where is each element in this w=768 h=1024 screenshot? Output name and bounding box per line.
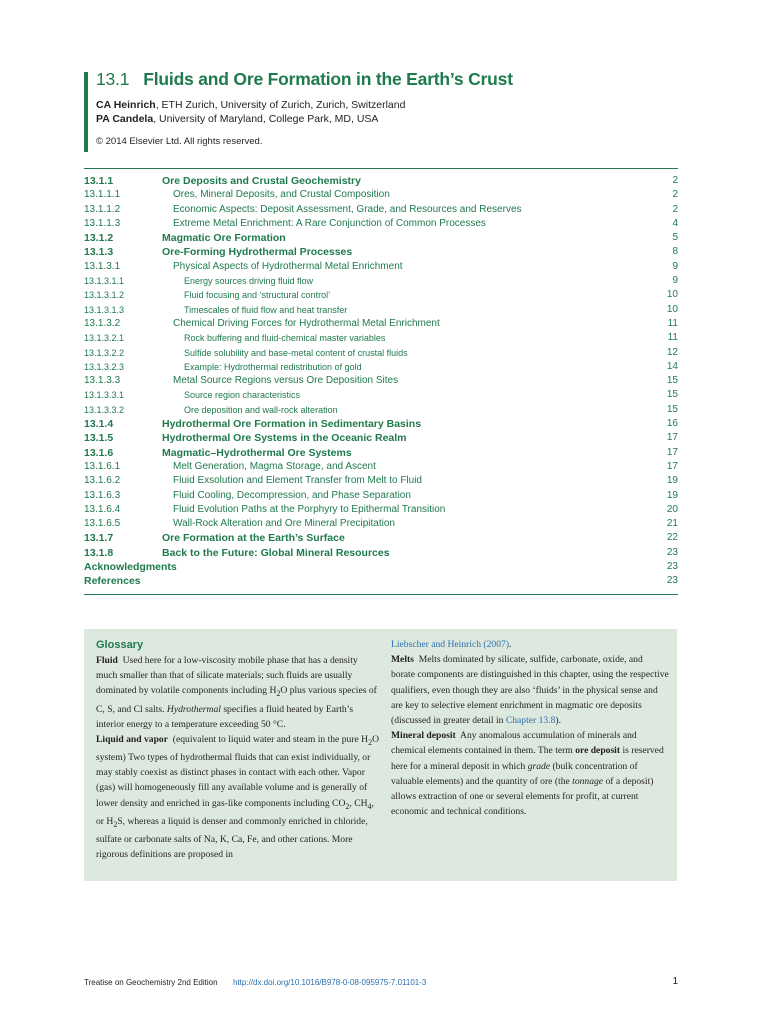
toc-page: 10 — [666, 303, 678, 315]
toc-entry[interactable] — [84, 303, 678, 317]
toc-title: Ore Formation at the Earth’s Surface — [162, 532, 345, 545]
toc-page: 17 — [666, 460, 678, 472]
toc-page: 9 — [672, 275, 678, 287]
toc-title: Extreme Metal Enrichment: A Rare Conjunction of Common Processes — [173, 217, 486, 229]
toc-page: 14 — [666, 360, 678, 372]
toc-entry[interactable] — [84, 474, 678, 488]
subscript: 4 — [367, 801, 372, 811]
toc-title: Timescales of fluid flow and heat transfer — [184, 304, 348, 315]
glossary-term: ore deposit — [575, 745, 621, 757]
toc-page: 23 — [666, 546, 678, 558]
toc-page: 19 — [666, 489, 678, 501]
toc-title: Ore-Forming Hydrothermal Processes — [162, 246, 353, 259]
glossary-text: is reserved here for a mineral deposit in which — [391, 745, 664, 772]
glossary-text: O system) Two types of hydrothermal fluids that can exist individually, or may stably coexist as distinct phases in contact with each other. Vapor (gas) will homogeneously fill any available volume and is generally of lower density and enriched in gas-like components including CO — [96, 733, 380, 809]
toc-title: Fluid Exsolution and Element Transfer from Melt to Fluid — [173, 475, 422, 487]
toc-title: Metal Source Regions versus Ore Deposition Sites — [173, 375, 399, 387]
toc-entry[interactable] — [84, 288, 678, 302]
toc-entry[interactable] — [84, 374, 678, 388]
toc-page: 10 — [666, 289, 678, 301]
toc-entry[interactable] — [84, 274, 678, 288]
toc-title: Fluid focusing and ‘structural control’ — [184, 290, 331, 301]
toc-number: 13.1.3.3.1 — [84, 390, 125, 401]
glossary-link[interactable]: Liebscher and Heinrich (2007) — [391, 639, 510, 650]
glossary-text: Any anomalous accumulation of minerals and chemical elements contained in them. The term — [391, 730, 637, 757]
toc-number: 13.1.6.4 — [84, 503, 121, 515]
glossary-text: ). — [555, 715, 561, 727]
toc-number: 13.1.3.3 — [84, 375, 121, 387]
glossary-term-italic: tonnage — [572, 775, 604, 787]
toc-number: 13.1.3.2.3 — [84, 361, 125, 372]
chapter-title-text: Fluids and Ore Formation in the Earth’s Crust — [143, 69, 513, 89]
toc-page: 17 — [666, 432, 678, 444]
glossary-text: (bulk concentration of valuable elements) and the quantity of ore (the — [391, 760, 638, 787]
toc-page: 5 — [672, 232, 678, 244]
page-number: 1 — [672, 976, 678, 987]
toc-title: Fluid Evolution Paths at the Porphyry to Epithermal Transition — [173, 503, 446, 515]
toc-title: Magmatic–Hydrothermal Ore Systems — [162, 446, 352, 459]
glossary-text: specifies a fluid heated by Earth’s interior energy to a temperature exceeding 50 °C. — [96, 703, 354, 730]
toc-number: 13.1.7 — [84, 532, 114, 545]
glossary-text: O plus various species of C, S, and Cl salts. — [96, 685, 377, 715]
glossary-entry-fluid — [96, 653, 380, 732]
glossary-text: S, whereas a liquid is denser and commonly enriched in chloride, sulfate or carbonate salts of Na, K, Ca, Fe, and other cations. More rigorous definitions are proposed in — [96, 815, 368, 861]
author-name: PA Candela — [96, 113, 154, 125]
toc-page: 2 — [672, 203, 678, 215]
toc-number: 13.1.3 — [84, 246, 114, 259]
author-line — [96, 98, 405, 112]
glossary-column-right — [391, 637, 669, 819]
toc-page: 19 — [666, 475, 678, 487]
glossary-entry-liquid-vapor — [96, 732, 380, 862]
toc-entry[interactable] — [84, 446, 678, 460]
toc-page: 20 — [666, 503, 678, 515]
glossary-link[interactable]: Chapter 13.8 — [505, 715, 556, 727]
toc-number: 13.1.6.3 — [84, 489, 121, 501]
glossary-term: Liquid and vapor — [96, 733, 168, 745]
toc-entry[interactable] — [84, 388, 678, 402]
toc-title: Physical Aspects of Hydrothermal Metal Enrichment — [173, 260, 403, 272]
glossary-text: Used here for a low-viscosity mobile phase that has a density much smaller than that of silicate materials; such fluids are usually dominated by volatile components including H — [96, 655, 358, 697]
toc-title: Sulfide solubility and base-metal content of crustal fluids — [184, 347, 408, 358]
toc-entry[interactable] — [84, 331, 678, 345]
toc-entry[interactable] — [84, 260, 678, 274]
toc-entry[interactable] — [84, 203, 678, 217]
toc-entry[interactable] — [84, 417, 678, 431]
toc-number: 13.1.4 — [84, 418, 114, 431]
toc-entry[interactable] — [84, 503, 678, 517]
toc-number: 13.1.3.2.2 — [84, 347, 125, 358]
toc-entry[interactable] — [84, 431, 678, 445]
toc-entry[interactable] — [84, 560, 678, 574]
toc-number: 13.1.3.1 — [84, 260, 121, 272]
subscript: 2 — [368, 737, 373, 747]
author-affiliation: , University of Maryland, College Park, MD, USA — [153, 113, 379, 125]
toc-number: 13.1.6.5 — [84, 518, 121, 530]
toc-page: 11 — [667, 332, 678, 344]
toc-number: 13.1.6 — [84, 446, 114, 459]
toc-page: 15 — [666, 389, 678, 401]
glossary-term: Melts — [391, 654, 414, 666]
toc-entry[interactable] — [84, 188, 678, 202]
glossary-entry-liquid-vapor-continued — [391, 637, 669, 652]
glossary-term: Fluid — [96, 655, 118, 666]
toc-page: 16 — [666, 418, 678, 430]
glossary-text: of a deposit) allows extraction of one or several elements for profit, at current economic and technical conditions. — [391, 775, 654, 818]
toc-number: 13.1.6.1 — [84, 460, 121, 472]
toc-entry[interactable] — [84, 231, 678, 245]
chapter-number: 13.1 — [96, 69, 130, 89]
glossary-text: , CH — [349, 797, 368, 809]
toc-page: 15 — [666, 403, 678, 415]
glossary-box — [84, 629, 677, 881]
toc-number: References — [84, 575, 141, 588]
toc-entry[interactable] — [84, 517, 678, 531]
toc-number: 13.1.3.2 — [84, 317, 121, 329]
toc-page: 23 — [666, 561, 678, 573]
toc-title: Hydrothermal Ore Systems in the Oceanic Realm — [162, 432, 407, 445]
toc-title: Wall-Rock Alteration and Ore Mineral Precipitation — [173, 518, 395, 530]
toc-entry[interactable] — [84, 217, 678, 231]
subscript: 2 — [113, 819, 118, 829]
toc-divider-bottom — [84, 594, 678, 595]
toc-page: 9 — [672, 260, 678, 272]
toc-number: 13.1.1 — [84, 175, 114, 187]
toc-page: 4 — [672, 217, 678, 229]
toc-number: 13.1.8 — [84, 546, 114, 559]
glossary-text: (equivalent to liquid water and steam in the pure H — [172, 733, 369, 745]
copyright: © 2014 Elsevier Ltd. All rights reserved. — [96, 136, 263, 147]
glossary-term-italic: Hydrothermal — [166, 703, 221, 715]
toc-number: 13.1.2 — [84, 232, 114, 245]
toc-number: 13.1.1.3 — [84, 217, 121, 229]
toc-number: 13.1.1.1 — [84, 189, 121, 201]
toc-number: 13.1.3.3.2 — [84, 404, 125, 415]
toc-number: 13.1.3.1.3 — [84, 304, 125, 315]
header-accent-bar — [84, 72, 88, 152]
toc-title: Ores, Mineral Deposits, and Crustal Composition — [173, 189, 390, 201]
toc-page: 12 — [666, 346, 678, 358]
toc-number: 13.1.3.1.1 — [84, 276, 125, 287]
author-name: CA Heinrich — [96, 99, 156, 111]
toc-entry[interactable] — [84, 574, 678, 588]
toc-entry[interactable] — [84, 531, 678, 545]
toc-entry[interactable] — [84, 317, 678, 331]
toc-number: 13.1.6.2 — [84, 475, 121, 487]
author-line — [96, 112, 405, 126]
toc-number: 13.1.5 — [84, 432, 114, 445]
toc-page: 21 — [666, 518, 678, 530]
glossary-entry-melts — [391, 652, 669, 728]
toc-number: 13.1.3.2.1 — [84, 333, 125, 344]
toc-number: 13.1.3.1.2 — [84, 290, 125, 301]
toc-entry[interactable] — [84, 460, 678, 474]
glossary-term: Mineral deposit — [391, 730, 456, 742]
toc-entry[interactable] — [84, 403, 678, 417]
authors — [96, 98, 405, 126]
glossary-text: Melts dominated by silicate, sulfide, carbonate, oxide, and borate components are distinguished in this chapter, using the respective qualifiers, even though they are also ‘fluids’ in the physical sense and are key to selective element enrichment in magmatic ore deposits (discussed in greater detail in — [391, 654, 669, 727]
toc-entry[interactable] — [84, 360, 678, 374]
toc-title: Hydrothermal Ore Formation in Sedimentary Basins — [162, 418, 422, 431]
glossary-term-italic: grade — [527, 760, 551, 772]
toc-page: 2 — [672, 175, 678, 186]
toc-title: Chemical Driving Forces for Hydrothermal Metal Enrichment — [173, 317, 440, 329]
toc-entry[interactable] — [84, 174, 678, 188]
subscript: 2 — [345, 801, 350, 811]
subscript: 2 — [276, 689, 281, 699]
footer-source: Treatise on Geochemistry 2nd Edition — [84, 978, 218, 987]
toc-page: 11 — [667, 317, 678, 329]
toc-page: 2 — [672, 189, 678, 201]
glossary-column-left — [96, 637, 380, 862]
toc-title: Melt Generation, Magma Storage, and Ascent — [173, 460, 376, 472]
glossary-text: , or H — [96, 797, 374, 827]
toc-page: 17 — [666, 446, 678, 458]
toc-title: Back to the Future: Global Mineral Resources — [162, 546, 390, 559]
toc-page: 15 — [666, 375, 678, 387]
glossary-continuation — [391, 637, 669, 819]
toc-page: 23 — [666, 575, 678, 587]
toc-entry[interactable] — [84, 489, 678, 503]
toc-page: 8 — [672, 246, 678, 258]
toc-title: Rock buffering and fluid-chemical master variables — [184, 333, 386, 344]
toc-entry[interactable] — [84, 346, 678, 360]
toc-entry[interactable] — [84, 245, 678, 259]
glossary-text: . — [509, 639, 512, 650]
glossary-entry-mineral-deposit — [391, 728, 669, 819]
toc-title: Economic Aspects: Deposit Assessment, Grade, and Resources and Reserves — [173, 203, 522, 215]
toc-title: Source region characteristics — [184, 390, 301, 401]
table-of-contents — [84, 174, 678, 589]
chapter-title — [96, 69, 513, 90]
toc-number: Acknowledgments — [84, 561, 177, 574]
toc-divider-top — [84, 168, 678, 169]
toc-number: 13.1.1.2 — [84, 203, 121, 215]
toc-title: Ore Deposits and Crustal Geochemistry — [162, 175, 361, 187]
glossary-title: Glossary — [96, 639, 144, 651]
toc-page: 22 — [666, 532, 678, 544]
toc-title: Magmatic Ore Formation — [162, 232, 286, 245]
toc-title: Example: Hydrothermal redistribution of gold — [184, 361, 362, 372]
footer-doi-link[interactable]: http://dx.doi.org/10.1016/B978-0-08-095975-7.01101-3 — [233, 978, 427, 987]
toc-entry[interactable] — [84, 546, 678, 560]
toc-title: Fluid Cooling, Decompression, and Phase Separation — [173, 489, 411, 501]
author-affiliation: , ETH Zurich, University of Zurich, Zurich, Switzerland — [155, 99, 406, 111]
toc-title: Energy sources driving fluid flow — [184, 276, 314, 287]
toc-title: Ore deposition and wall-rock alteration — [184, 404, 338, 415]
